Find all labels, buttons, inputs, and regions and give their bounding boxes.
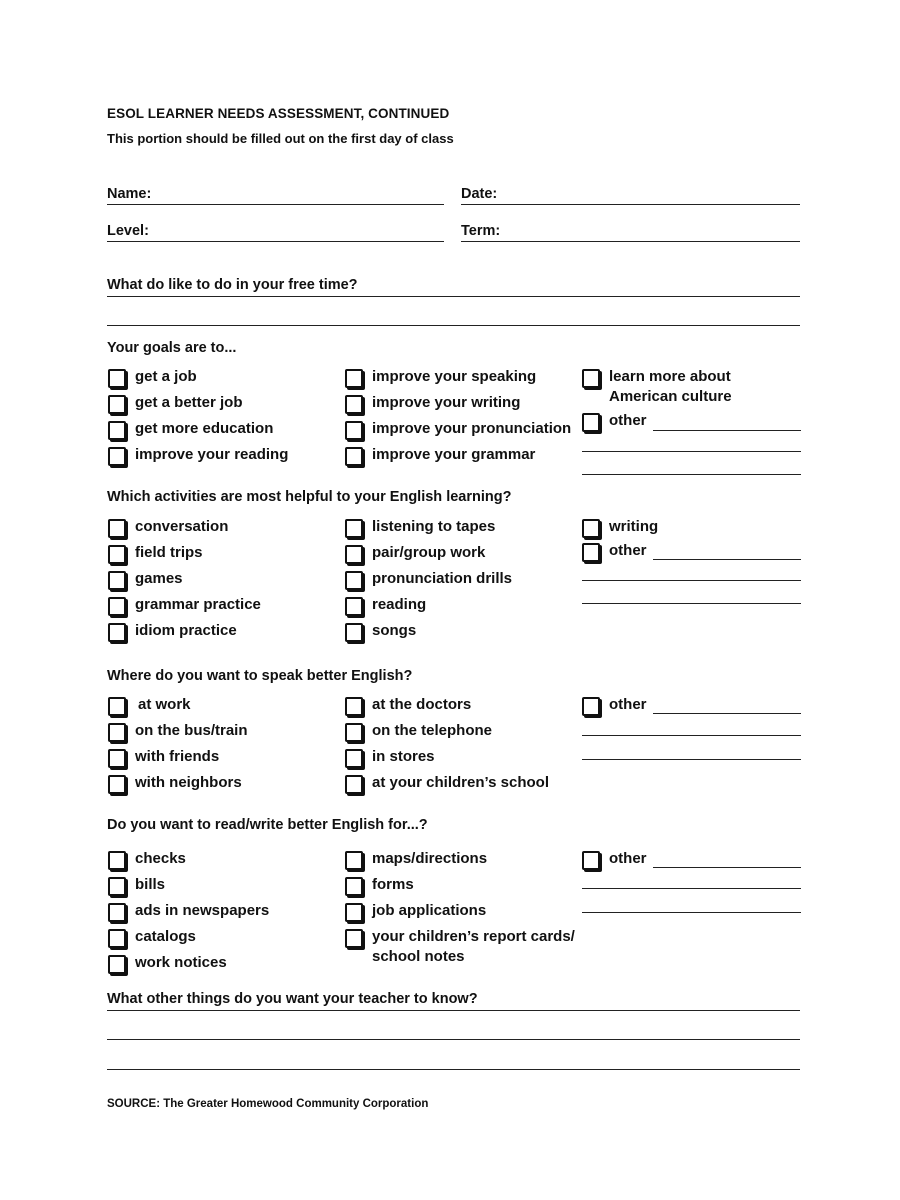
goals-other-line-3[interactable] — [582, 474, 801, 475]
option-label: improve your speaking — [372, 368, 537, 385]
checkbox-forms[interactable] — [345, 877, 363, 896]
date-label: Date: — [461, 186, 498, 202]
checkbox-improve-reading[interactable] — [108, 447, 126, 466]
checkbox-checks[interactable] — [108, 851, 126, 870]
page-title: ESOL LEARNER NEEDS ASSESSMENT, CONTINUED — [107, 106, 450, 121]
checkbox-at-the-doctors[interactable] — [345, 697, 363, 716]
option-label: on the telephone — [372, 722, 492, 739]
option-label: at the doctors — [372, 696, 472, 713]
option-label: grammar practice — [135, 596, 261, 613]
option-label: your children’s report cards/ — [372, 928, 575, 945]
checkbox-songs[interactable] — [345, 623, 363, 642]
option-label: listening to tapes — [372, 518, 496, 535]
checkbox-improve-grammar[interactable] — [345, 447, 363, 466]
checkbox-grammar-practice[interactable] — [108, 597, 126, 616]
option-label: conversation — [135, 518, 229, 535]
option-label: job applications — [372, 902, 487, 919]
option-label: get a job — [135, 368, 197, 385]
teacher-line-2[interactable] — [107, 1039, 800, 1040]
option-label: at work — [138, 696, 191, 713]
option-label: pair/group work — [372, 544, 486, 561]
option-label: on the bus/train — [135, 722, 248, 739]
checkbox-report-cards[interactable] — [345, 929, 363, 948]
option-label: writing — [609, 518, 659, 535]
checkbox-pair-group-work[interactable] — [345, 545, 363, 564]
readwrite-other-line-1[interactable] — [653, 867, 801, 868]
free-time-line-2[interactable] — [107, 325, 800, 326]
speak-other-line-3[interactable] — [582, 759, 801, 760]
checkbox-childrens-school[interactable] — [345, 775, 363, 794]
option-label: bills — [135, 876, 166, 893]
option-label: improve your pronunciation — [372, 420, 572, 437]
option-label: learn more about — [609, 368, 731, 385]
option-label: songs — [372, 622, 417, 639]
speak-question: Where do you want to speak better English? — [107, 668, 413, 684]
free-time-question: What do like to do in your free time? — [107, 277, 358, 293]
option-label: catalogs — [135, 928, 196, 945]
checkbox-get-a-better-job[interactable] — [108, 395, 126, 414]
option-label: pronunciation drills — [372, 570, 513, 587]
checkbox-readwrite-other[interactable] — [582, 851, 600, 870]
checkbox-ads-in-newspapers[interactable] — [108, 903, 126, 922]
level-field[interactable] — [107, 241, 444, 242]
checkbox-american-culture[interactable] — [582, 369, 600, 388]
option-label: other — [609, 850, 647, 867]
checkbox-job-applications[interactable] — [345, 903, 363, 922]
speak-other-line-1[interactable] — [653, 713, 801, 714]
option-label: other — [609, 542, 647, 559]
checkbox-maps-directions[interactable] — [345, 851, 363, 870]
checkbox-conversation[interactable] — [108, 519, 126, 538]
source-note: SOURCE: The Greater Homewood Community Corporation — [107, 1098, 429, 1110]
option-label: improve your reading — [135, 446, 289, 463]
goals-other-line-1[interactable] — [653, 430, 801, 431]
option-label: field trips — [135, 544, 203, 561]
option-label: improve your grammar — [372, 446, 536, 463]
option-label: checks — [135, 850, 186, 867]
checkbox-idiom-practice[interactable] — [108, 623, 126, 642]
teacher-line-3[interactable] — [107, 1069, 800, 1070]
option-label: ads in newspapers — [135, 902, 270, 919]
page-subtitle: This portion should be filled out on the first day of class — [107, 131, 454, 146]
checkbox-activities-other[interactable] — [582, 543, 600, 562]
option-label: with friends — [135, 748, 220, 765]
teacher-line-1[interactable] — [107, 1010, 800, 1011]
option-label: idiom practice — [135, 622, 237, 639]
checkbox-bills[interactable] — [108, 877, 126, 896]
checkbox-pronunciation-drills[interactable] — [345, 571, 363, 590]
activities-other-line-1[interactable] — [653, 559, 801, 560]
checkbox-on-the-bus[interactable] — [108, 723, 126, 742]
checkbox-in-stores[interactable] — [345, 749, 363, 768]
option-label: other — [609, 696, 647, 713]
date-field[interactable] — [461, 204, 800, 205]
checkbox-on-the-telephone[interactable] — [345, 723, 363, 742]
option-label-continued: school notes — [372, 948, 465, 965]
option-label-continued: American culture — [609, 388, 732, 405]
teacher-question: What other things do you want your teacher to know? — [107, 991, 478, 1007]
checkbox-writing[interactable] — [582, 519, 600, 538]
activities-other-line-3[interactable] — [582, 603, 801, 604]
option-label: forms — [372, 876, 414, 893]
option-label: get more education — [135, 420, 274, 437]
speak-other-line-2[interactable] — [582, 735, 801, 736]
option-label: games — [135, 570, 183, 587]
option-label: maps/directions — [372, 850, 488, 867]
activities-question: Which activities are most helpful to your English learning? — [107, 489, 512, 505]
level-label: Level: — [107, 223, 149, 239]
checkbox-get-a-job[interactable] — [108, 369, 126, 388]
checkbox-work-notices[interactable] — [108, 955, 126, 974]
checkbox-with-friends[interactable] — [108, 749, 126, 768]
term-field[interactable] — [461, 241, 800, 242]
option-label: improve your writing — [372, 394, 521, 411]
option-label: at your children’s school — [372, 774, 549, 791]
checkbox-improve-writing[interactable] — [345, 395, 363, 414]
checkbox-speak-other[interactable] — [582, 697, 600, 716]
checkbox-improve-speaking[interactable] — [345, 369, 363, 388]
term-label: Term: — [461, 223, 501, 239]
option-label: get a better job — [135, 394, 243, 411]
checkbox-field-trips[interactable] — [108, 545, 126, 564]
goals-other-line-2[interactable] — [582, 451, 801, 452]
option-label: in stores — [372, 748, 435, 765]
checkbox-get-more-education[interactable] — [108, 421, 126, 440]
checkbox-games[interactable] — [108, 571, 126, 590]
free-time-line-1[interactable] — [107, 296, 800, 297]
readwrite-other-line-3[interactable] — [582, 912, 801, 913]
option-label: other — [609, 412, 647, 429]
checkbox-at-work[interactable] — [108, 697, 126, 716]
option-label: with neighbors — [135, 774, 242, 791]
checkbox-goals-other[interactable] — [582, 413, 600, 432]
checkbox-improve-pronunciation[interactable] — [345, 421, 363, 440]
readwrite-question: Do you want to read/write better English for...? — [107, 817, 428, 833]
name-label: Name: — [107, 186, 152, 202]
goals-question: Your goals are to... — [107, 340, 237, 356]
checkbox-with-neighbors[interactable] — [108, 775, 126, 794]
checkbox-listening-to-tapes[interactable] — [345, 519, 363, 538]
option-label: work notices — [135, 954, 227, 971]
option-label: reading — [372, 596, 427, 613]
checkbox-catalogs[interactable] — [108, 929, 126, 948]
name-field[interactable] — [107, 204, 444, 205]
checkbox-reading[interactable] — [345, 597, 363, 616]
activities-other-line-2[interactable] — [582, 580, 801, 581]
readwrite-other-line-2[interactable] — [582, 888, 801, 889]
